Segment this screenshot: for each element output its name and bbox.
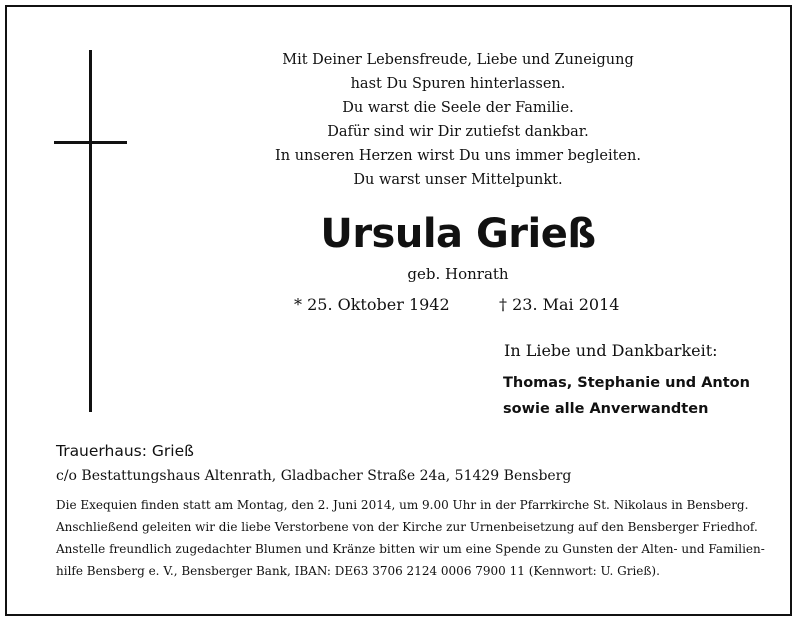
mourner-line: Thomas, Stephanie und Anton [503, 375, 750, 391]
mourning-house-address: c/o Bestattungshaus Altenrath, Gladbacher Straße 24a, 51429 Bensberg [56, 468, 572, 484]
death-date: † 23. Mai 2014 [499, 295, 620, 314]
maiden-name: geb. Honrath [407, 265, 509, 283]
cross-horizontal-bar [54, 141, 127, 144]
cross-vertical-bar [89, 50, 92, 412]
birth-date: * 25. Oktober 1942 [294, 295, 450, 314]
mourners-list [503, 370, 750, 422]
memorial-poem [258, 48, 658, 192]
notice-line: Anstelle freundlich zugedachter Blumen und Kränze bitten wir um eine Spende zu Gunsten der Alten- und Familien- [56, 542, 765, 556]
notice-line: Die Exequien finden statt am Montag, den 2. Juni 2014, um 9.00 Uhr in der Pfarrkirche St. Nikolaus in Bensberg. [56, 498, 749, 512]
mourners-intro: In Liebe und Dankbarkeit: [504, 341, 718, 360]
deceased-name: Ursula Grieß [320, 211, 596, 257]
notice-line: hilfe Bensberg e. V., Bensberger Bank, IBAN: DE63 3706 2124 0006 7900 11 (Kennwort: U. Grieß). [56, 564, 660, 578]
service-notice [56, 494, 765, 582]
poem-line: In unseren Herzen wirst Du uns immer begleiten. [275, 148, 641, 164]
notice-line: Anschließend geleiten wir die liebe Verstorbene von der Kirche zur Urnenbeisetzung auf den Bensberger Friedhof. [56, 520, 758, 534]
poem-line: Du warst unser Mittelpunkt. [353, 172, 563, 188]
mourner-line: sowie alle Anverwandten [503, 401, 709, 417]
poem-line: hast Du Spuren hinterlassen. [350, 76, 566, 92]
mourning-house-title: Trauerhaus: Grieß [56, 442, 194, 460]
poem-line: Dafür sind wir Dir zutiefst dankbar. [327, 124, 589, 140]
poem-line: Du warst die Seele der Familie. [342, 100, 574, 116]
poem-line: Mit Deiner Lebensfreude, Liebe und Zuneigung [282, 52, 634, 68]
